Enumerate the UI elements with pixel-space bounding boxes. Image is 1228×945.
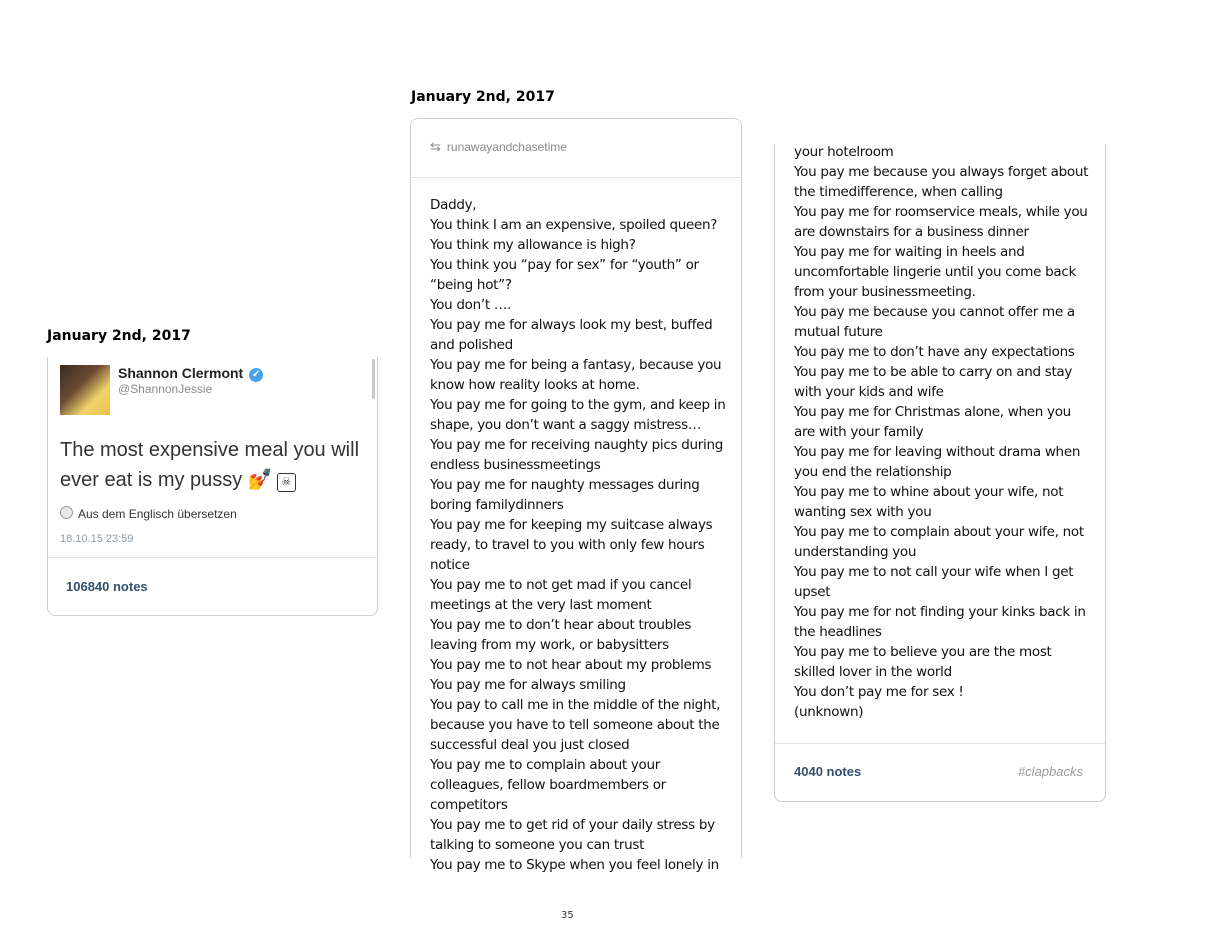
tweet-author-name: Shannon Clermont [118, 365, 244, 381]
divider [48, 557, 377, 558]
post-tag[interactable]: #clapbacks [1017, 764, 1083, 779]
divider [775, 743, 1105, 744]
tweet-author [118, 365, 263, 382]
tweet-screenshot [48, 357, 379, 557]
post-body-text: your hotelroom You pay me because you always forget about the timedifference, when calling You pay me for roomservice meals, while you are downstairs for a business dinner You pay me for waiting in heels and uncomfortable lingerie until you come back from your businessmeeting. You pay me because you cannot offer me a mutual future You pay me to don’t have any expectations You pay me to be able to carry on and stay with your kids and wife You pay me for Christmas alone, when you are with your family You pay me for leaving without drama when you end the relationship You pay me to whine about your wife, not wanting sex with you You pay me to complain about your wife, not understanding you You pay me to not call your wife when I get upset You pay me for not finding your kinks back in the headlines You pay me to believe you are the most skilled lover in the world You don’t pay me for sex ! (unknown) [794, 144, 1089, 720]
post-card [47, 357, 378, 616]
scrollbar[interactable] [372, 359, 375, 399]
post-card [774, 144, 1106, 802]
reblog-username: runawayandchasetime [446, 140, 567, 154]
avatar [60, 365, 110, 415]
reblog-source[interactable] [430, 139, 567, 155]
translate-label: Aus dem Englisch übersetzen [78, 507, 237, 521]
post-card [410, 118, 742, 873]
reblog-icon: ⇆ [430, 139, 441, 154]
emoji-icon: ☠ [277, 473, 296, 492]
verified-badge-icon: ✓ [249, 368, 263, 382]
tweet-handle: @ShannonJessie [118, 382, 213, 396]
globe-icon [60, 506, 73, 519]
page-number: 35 [561, 910, 574, 921]
notes-count[interactable]: 4040 notes [794, 764, 862, 779]
post-body-text: Daddy, You think I am an expensive, spoiled queen? You think my allowance is high? You think you “pay for sex” for “youth” or “being hot”? You don’t …. You pay me for always look my best, buffed and polished You pay me for being a fantasy, because you know how reality looks at home. You pay me for going to the gym, and keep in shape, you don’t want a saggy mistress… You pay me for receiving naughty pics during endless businessmeetings You pay me for naughty messages during boring familydinners You pay me for keeping my suitcase always ready, to travel to you with only few hours notice You pay me to not get mad if you cancel meetings at the very last moment You pay me to don’t hear about troubles leaving from my work, or babysitters You pay me to not hear about my problems You pay me for always smiling You pay to call me in the middle of the night, because you have to tell someone about the successful deal you just closed You pay me to complain about your colleagues, fellow boardmembers or competitors You pay me to get rid of your daily stress by talking to someone you can trust You pay me to Skype when you feel lonely in [430, 197, 726, 873]
tweet-text-content: The most expensive meal you will ever eat is my pussy 💅 [60, 439, 360, 491]
divider [411, 177, 741, 178]
translate-link[interactable] [60, 506, 237, 521]
post-date: January 2nd, 2017 [47, 328, 191, 344]
notes-count[interactable]: 106840 notes [66, 579, 148, 594]
tweet-timestamp: 18.10.15 23:59 [60, 533, 134, 545]
post-date: January 2nd, 2017 [411, 89, 555, 105]
tweet-text [60, 435, 365, 495]
